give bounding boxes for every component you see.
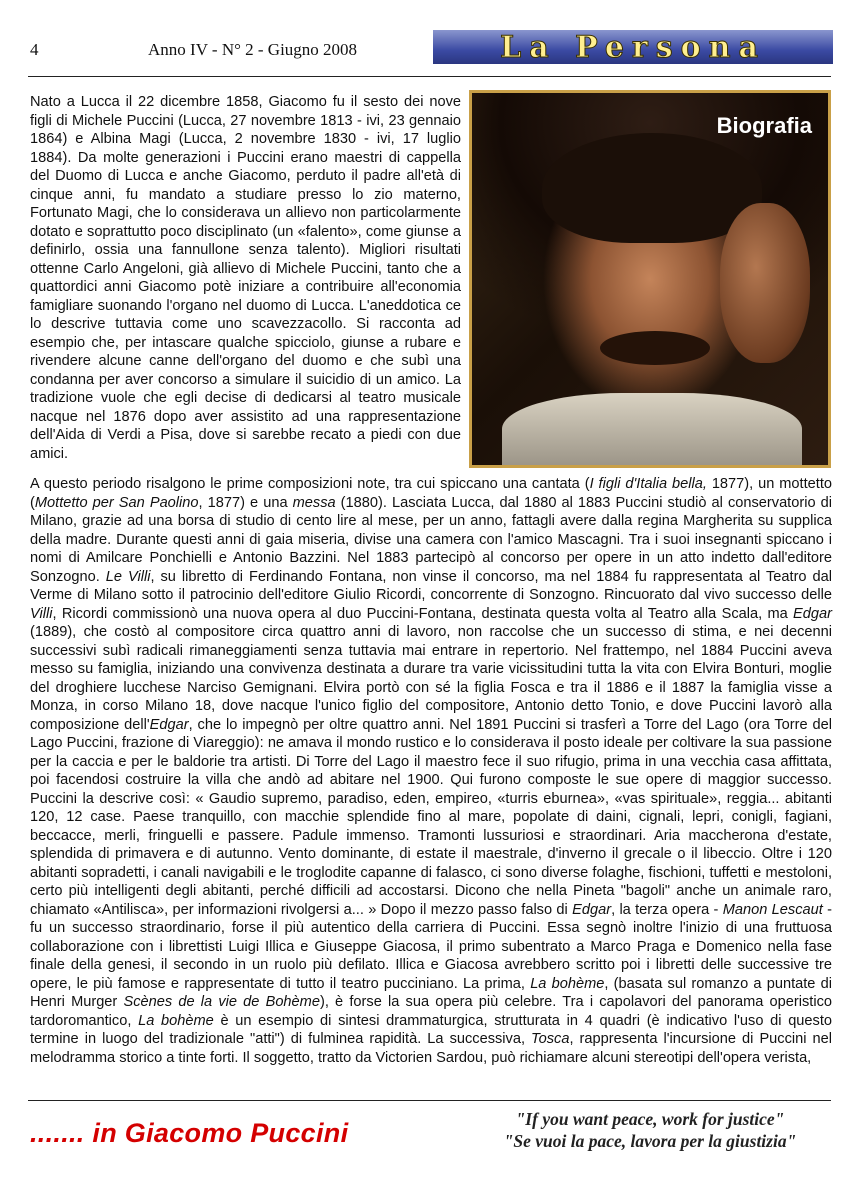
puccini-portrait: [469, 90, 831, 468]
footer-title: ....... in Giacomo Puccini: [30, 1118, 349, 1148]
quote-english: "If you want peace, work for justice": [515, 1109, 785, 1129]
portrait-caption: Biografia: [716, 113, 812, 138]
masthead-logo: [433, 30, 833, 64]
footer-quote: [470, 1108, 830, 1152]
page-number: 4: [30, 40, 39, 59]
header-divider: [28, 76, 831, 77]
article-intro: Nato a Lucca il 22 dicembre 1858, Giacomo fu il sesto dei nove figli di Michele Puccini (Lucca, 27 novembre 1813 - ivi, 23 gennaio 1864) e Albina Magi (Lucca, 2 novembre 1830 - ivi, 17 luglio 1884). Da molte generazioni i Puccini erano maestri di cappella del Duomo di Lucca e anche Giacomo, perduto il padre all'età di cinque anni, fu mandato a studiare presso lo zio materno, Fortunato Magi, che lo considerava un allievo non particolarmente dotato e soprattutto poco disciplinato (un «falento», come giunse a definirlo, ossia una fannullone senza talento). Migliori risultati ottenne Carlo Angeloni, già allievo di Michele Puccini, tanto che a quattordici anni Giacomo potè iniziare a contribuire all'economia famigliare suonando l'organo nel duomo di Lucca. L'aneddotica ce lo descrive tuttavia come uno scavezzacollo. Si racconta ad esempio che, per intascare qualche spicciolo, giunse a rubare e rivendere alcune canne dell'organo del duomo e che subì una condanna per aver concorso a simulare il suicidio di un amico. La tradizione vuole che egli decise di dedicarsi al teatro musicale nacque nel 1876 dopo aver assistito ad una rappresentazione dell'Aida di Verdi a Pisa, dove si sarebbe recato a piedi con due amici.: [30, 94, 461, 462]
footer-divider: [28, 1100, 831, 1101]
quote-italian: "Se vuoi la pace, lavora per la giustizia": [503, 1131, 797, 1151]
issue-info: Anno IV - N° 2 - Giugno 2008: [148, 40, 358, 59]
masthead-logo-text: La Persona: [500, 30, 766, 64]
article-body: A questo periodo risalgono le prime composizioni note, tra cui spiccano una cantata (I figli d'Italia bella, 1877), un mottetto (Mottetto per San Paolino, 1877) e una messa (1880). Lasciata Lucca, dal 1880 al 1883 Puccini studiò al conservatorio di Milano, grazie ad una borsa di studio di cento lire al mese, per un anno, fattagli avere dalla regina Margherita su supplica della madre. Durante questi anni di gaia miseria, divise una camera con l'amico Mascagni. Tra i suoi insegnanti spiccano i nomi di Amilcare Ponchielli e Antonio Bazzini. Nel 1883 partecipò al concorso per opere in un atto indetto dall'editore Sonzogno. Le Villi, su libretto di Ferdinando Fontana, non vinse il concorso, ma nel 1884 fu rappresentata al Teatro dal Verme di Milano sotto il patrocinio dell'editore Giulio Ricordi, concorrente di Sonzogno. Rincuorato dal vivo successo delle Villi, Ricordi commissionò una nuova opera al duo Puccini-Fontana, destinata questa volta al Teatro alla Scala, ma Edgar (1889), che costò al compositore circa quattro anni di lavoro, non raccolse che un successo di stima, e nei decenni successivi subì radicali rimaneggiamenti senza tuttavia mai entrare in repertorio. Nel frattempo, nel 1884 Puccini aveva messo su famiglia, iniziando una convivenza destinata a durare tra varie vicissitudini tutta la vita con Elvira Bonturi, moglie del droghiere lucchese Narciso Gemignani. Elvira portò con sé la figlia Fosca e tra il 1886 e il 1887 la famiglia visse a Monza, in corso Milano 18, dove nacque l'unico figlio del compositore, Antonio detto Tonio, e dove Puccini lavorò alla composizione dell'Edgar, che lo impegnò per oltre quattro anni. Nel 1891 Puccini si trasferì a Torre del Lago (ora Torre del Lago Puccini, frazione di Viareggio): ne amava il mondo rustico e lo considerava il posto ideale per coltivare la sua passione per la caccia e per le baldorie tra artisti. Di Torre del Lago il maestro fece il suo rifugio, prima in una vecchia casa affittata, poi facendosi costruire la villa che andò ad abitare nel 1900. Qui furono composte le sue opere di maggior successo. Puccini la descrive così: « Gaudio supremo, paradiso, eden, empireo, «turris eburnea», «vas spirituale», reggia... abitanti 120, 12 case. Paese tranquillo, con macchie splendide fino al mare, popolate di daini, cignali, lepri, conigli, fagiani, beccacce, merli, fringuelli e passere. Padule immenso. Tramonti lussuriosi e straordinari. Aria maccherona d'estate, splendida di primavera e di autunno. Vento dominante, di estate il maestrale, d'inverno il grecale o il libeccio. Oltre i 120 abitanti sopradetti, i canali navigabili e le troglodite capanne di falasco, ci sono diverse folaghe, fischioni, tuffetti e mestoloni, certo più intelligenti degli abitanti, perché difficili ad accostarsi. Dicono che nella Pineta "bagoli" anche un animale raro, chiamato «Antilisca», per informazioni rivolgersi a... » Dopo il mezzo passo falso di Edgar, la terza opera - Manon Lescaut - fu un successo straordinario, forse il più autentico della carriera di Puccini. Essa segnò inoltre l'inizio di una fruttuosa collaborazione con i librettisti Luigi Illica e Giuseppe Giacosa, il primo subentrato a Marco Praga e Domenico nella fase finale della genesi, il secondo in un ruolo più defilato. Illica e Giacosa avrebbero scritto poi i libretti delle successive tre opere, le più famose e rappresentate di tutto il teatro pucciniano. La prima, La bohème, (basata sul romanzo a puntate di Henri Murger Scènes de la vie de Bohème), è forse la sua opera più celebre. Tra i capolavori del panorama operistico tardoromantico, La bohème è un esempio di sintesi drammaturgica, strutturata in 4 quadri (è indicativo l'uso di questo termine in luogo del tradizionale "atti") di fulminea rapidità. La successiva, Tosca, rappresenta l'incursione di Puccini nel melodramma storico a tinte forti. Il soggetto, tratto da Victorien Sardou, può richiamare alcuni stereotipi dell'opera verista,: [30, 476, 833, 1066]
